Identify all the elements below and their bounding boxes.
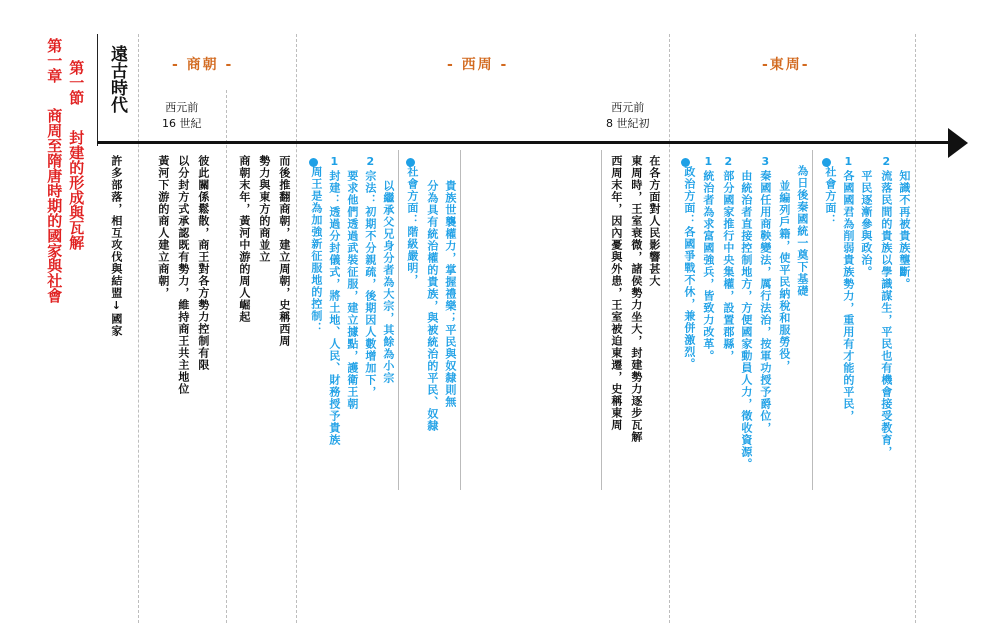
divider [138, 34, 139, 623]
col-tribes: 許多部落，相互攻伐與結盟↓國家 [109, 155, 123, 337]
timeline-axis [97, 141, 952, 144]
section-title: 封建的形成與瓦解 [67, 130, 86, 250]
col-shangyang-1: 秦國任用商鞅變法，厲行法治，按軍功授予爵位， [758, 170, 772, 434]
divider [915, 34, 916, 623]
col-central-2: 由統治者直接控制地方，方便國家動員人力，徵收資源。 [739, 170, 753, 470]
col-eastsoc-1: 各國國君為削弱貴族勢力，重用有才能的平民， [841, 170, 855, 422]
col-education-1: 流落民間的貴族以學識謀生，平民也有機會接受教育， [879, 170, 893, 458]
date-8c [606, 100, 650, 132]
item-number: 3 [758, 155, 772, 169]
col-shang-2: 以分封方式承認既有勢力，維持商王共主地位 [176, 155, 190, 395]
section-number: 第一節 [67, 60, 86, 105]
col-central-1: 部分國家推行中央集權，設置郡縣， [721, 170, 735, 362]
item-number: 2 [879, 155, 893, 169]
col-education-2: 知識不再被貴族壟斷。 [897, 170, 911, 290]
col-eastsoc-2: 平民逐漸參與政治。 [859, 170, 873, 278]
col-society-1: 社會方面：階級嚴明， [405, 166, 419, 286]
col-clan-1: 宗法：初期不分親疏，後期因人數增加下， [363, 170, 377, 398]
col-zhou-rise-2: 勢力與東方的商並立 [257, 155, 271, 263]
item-number: 1 [701, 155, 715, 169]
divider [669, 34, 670, 623]
label-divider [97, 34, 98, 146]
divider [812, 150, 813, 490]
col-zhou-rise-1: 商朝末年，黃河中游的周人崛起 [237, 155, 251, 323]
item-number: 1 [841, 155, 855, 169]
date-line: 西元前 [611, 101, 645, 114]
col-east-1: 西周末年，因內憂與外患，王室被迫東遷，史稱東周 [609, 155, 623, 431]
date-line: 16 世紀 [162, 116, 202, 130]
period-label: 遠古時代 [106, 45, 127, 113]
era-xizhou: - 西周 - [447, 57, 509, 73]
col-society-2: 分為具有統治權的貴族，與被統治的平民、奴隸 [425, 180, 439, 432]
divider [601, 150, 602, 490]
col-shangyang-2: 並編列戶籍，使平民納稅和服勞役， [777, 180, 791, 372]
col-zhou-rise-3: 而後推翻商朝，建立周朝，史稱西周 [277, 155, 291, 347]
col-east-2: 東周時，王室衰微，諸侯勢力坐大，封建勢力逐步瓦解 [629, 155, 643, 443]
col-society-3: 貴族世襲權力，掌握禮樂；平民與奴隸則無 [443, 180, 457, 408]
col-eastsoc-0: 社會方面： [823, 166, 837, 226]
col-east-3: 在各方面對人民影響甚大 [647, 155, 661, 287]
col-feudal-1: 周王是為加強新征服地的控制： [309, 166, 323, 334]
item-number: 2 [363, 155, 377, 169]
col-politics-1: 政治方面：各國爭戰不休，兼併激烈。 [682, 166, 696, 370]
timeline-arrow-icon [948, 128, 968, 158]
item-number: 1 [327, 155, 341, 169]
divider [460, 150, 461, 490]
chapter-title: 商周至隋唐時期的國家與社會 [45, 108, 64, 303]
col-shang-3: 彼此關係鬆散，商王對各方勢力控制有限 [196, 155, 210, 371]
col-clan-2: 要求他們透過武裝征服，建立據點，護衛王朝 [345, 170, 359, 410]
col-clan-3: 以繼承父兄身分者為大宗，其餘為小宗 [381, 180, 395, 384]
col-feudal-2: 封建：透過分封儀式，將土地、人民、財務授予貴族 [327, 170, 341, 446]
col-shang-1: 黃河下游的商人建立商朝， [156, 155, 170, 299]
col-politics-2: 統治者為求富國強兵，皆致力改革。 [701, 170, 715, 362]
item-number: 2 [721, 155, 735, 169]
date-line: 8 世紀初 [606, 116, 650, 130]
col-shangyang-3: 為日後秦國統一奠下基礎 [795, 165, 809, 297]
date-line: 西元前 [165, 101, 199, 114]
divider [226, 90, 227, 623]
divider [398, 150, 399, 490]
era-shang: - 商朝 - [172, 57, 234, 73]
divider [296, 34, 297, 623]
date-16c [162, 100, 202, 132]
era-dongzhou: -東周- [762, 57, 810, 73]
chapter-number: 第一章 [45, 38, 64, 83]
